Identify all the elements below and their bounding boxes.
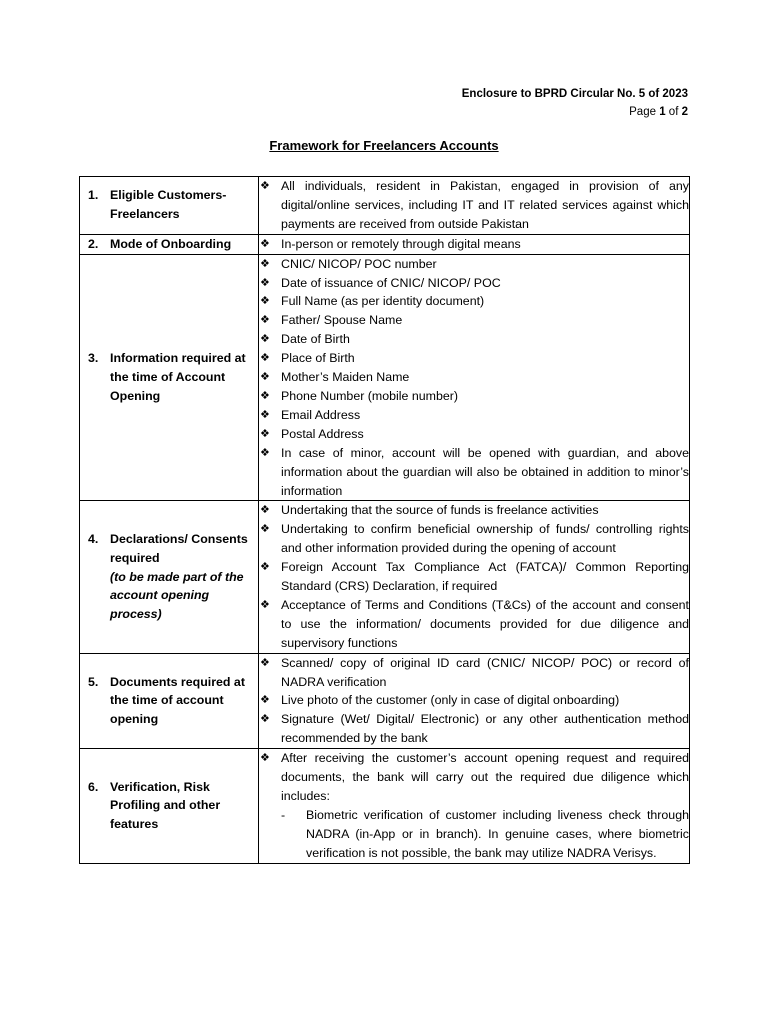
list-item: ❖ Phone Number (mobile number) (259, 387, 689, 406)
row-number: 2. (88, 236, 99, 251)
row-label-cell (80, 749, 259, 863)
row-number: 4. (88, 531, 99, 546)
page-title: Framework for Freelancers Accounts (269, 138, 499, 153)
list-item: ❖ Acceptance of Terms and Conditions (T&Cs) of the account and consent to use the information/ documents provided for due diligence and supervisory functions (259, 596, 689, 653)
list-item: ❖ Live photo of the customer (only in case of digital onboarding) (259, 691, 689, 710)
row-label: Verification, Risk Profiling and other features (110, 779, 221, 832)
list-item: ❖ Full Name (as per identity document) (259, 292, 689, 311)
list-item: ❖ All individuals, resident in Pakistan, engaged in provision of any digital/online services, including IT and IT related services against which payments are received from outside Pakistan (259, 177, 689, 234)
row-number: 1. (88, 188, 99, 203)
list-item: ❖ CNIC/ NICOP/ POC number (259, 255, 689, 274)
table-row-documents-required (80, 653, 690, 749)
list-item: ❖ Mother’s Maiden Name (259, 368, 689, 387)
list-item: ❖ Place of Birth (259, 349, 689, 368)
list-item: ❖ Undertaking to confirm beneficial ownership of funds/ controlling rights and other information provided during the opening of account (259, 520, 689, 558)
table-row-verification (80, 749, 690, 863)
list-item: ❖ Foreign Account Tax Compliance Act (FATCA)/ Common Reporting Standard (CRS) Declaration, if required (259, 558, 689, 596)
framework-table (79, 176, 690, 864)
row-label: Information required at the time of Account Opening (110, 351, 246, 403)
row-label-cell (80, 501, 259, 653)
row-content-cell (259, 254, 690, 501)
list-item: ❖ Date of issuance of CNIC/ NICOP/ POC (259, 274, 689, 293)
list-item: ❖ Father/ Spouse Name (259, 311, 689, 330)
row-label: Documents required at the time of account opening (110, 674, 245, 727)
table-row-mode-of-onboarding (80, 234, 690, 254)
list-item: ❖ Scanned/ copy of original ID card (CNIC/ NICOP/ POC) or record of NADRA verification (259, 654, 689, 692)
list-item: ❖ Postal Address (259, 425, 689, 444)
document-header (462, 85, 688, 121)
list-item: ❖ In case of minor, account will be opened with guardian, and above information about the guardian will also be obtained in addition to minor’s information (259, 444, 689, 501)
row-content-cell (259, 749, 690, 863)
row-content-cell (259, 234, 690, 254)
list-item: ❖ Date of Birth (259, 330, 689, 349)
row-label-note: (to be made part of the account opening process) (110, 569, 244, 622)
page-number: Page 1 of 2 (629, 106, 688, 118)
row-label-cell (80, 177, 259, 235)
row-label-cell (80, 653, 259, 749)
list-item: ❖ After receiving the customer’s account opening request and required documents, the bank will carry out the required due diligence which includes: (259, 749, 689, 806)
list-item: ❖ Signature (Wet/ Digital/ Electronic) or any other authentication method recommended by the bank (259, 710, 689, 748)
list-item: ❖ Undertaking that the source of funds is freelance activities (259, 501, 689, 520)
dash-marker: - (281, 807, 286, 822)
row-number: 5. (88, 674, 99, 689)
sub-list-item-text: Biometric verification of customer including liveness check through NADRA (in-App or in branch). In genuine cases, where biometric verification is not possible, the bank may utilize NADRA Verisys. (306, 807, 689, 860)
row-number: 6. (88, 779, 99, 794)
row-label-cell (80, 254, 259, 501)
row-label-cell (80, 234, 259, 254)
sub-list-item (281, 806, 689, 863)
row-label: Eligible Customers- Freelancers (110, 188, 227, 222)
row-content-cell (259, 653, 690, 749)
table-row-declarations (80, 501, 690, 653)
list-item: ❖ In-person or remotely through digital means (259, 235, 689, 254)
enclosure-reference: Enclosure to BPRD Circular No. 5 of 2023 (461, 88, 688, 100)
row-label: Declarations/ Consents required (110, 531, 248, 565)
table-row-information-required (80, 254, 690, 501)
row-content-cell (259, 177, 690, 235)
row-number: 3. (88, 351, 99, 366)
row-label: Mode of Onboarding (110, 236, 232, 251)
list-item: ❖ Email Address (259, 406, 689, 425)
table-row-eligible-customers (80, 177, 690, 235)
row-content-cell (259, 501, 690, 653)
